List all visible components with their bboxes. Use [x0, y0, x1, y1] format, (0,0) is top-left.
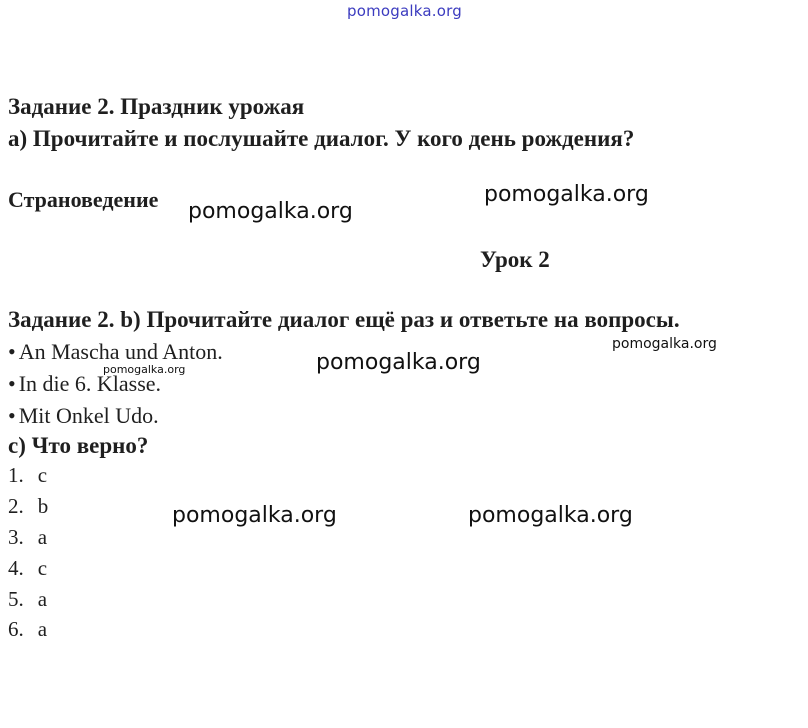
answer-value: a — [37, 587, 48, 611]
answer-value: a — [37, 617, 48, 641]
watermark: pomogalka.org — [468, 503, 633, 528]
answer-row — [8, 494, 48, 519]
answer-row — [8, 525, 47, 550]
watermark: pomogalka.org — [188, 199, 353, 224]
answer-value: a — [37, 525, 48, 549]
bullet-text: Mit Onkel Udo. — [18, 403, 159, 428]
bullet-text: In die 6. Klasse. — [18, 371, 162, 396]
bullet-icon: • — [8, 339, 16, 364]
lesson-label: Урок 2 — [480, 247, 550, 272]
task-title: Задание 2. Праздник урожая — [8, 94, 305, 119]
bullet-text: An Mascha und Anton. — [18, 339, 223, 364]
answer-number: 5. — [8, 587, 24, 611]
top-watermark: pomogalka.org — [347, 2, 462, 20]
task-a-text: а) Прочитайте и послушайте диалог. У кого день рождения? — [8, 126, 635, 151]
answer-row — [8, 587, 47, 612]
answer-number: 2. — [8, 494, 24, 518]
watermark: pomogalka.org — [172, 503, 337, 528]
answer-row — [8, 463, 47, 488]
bullet-item — [8, 403, 159, 429]
answer-number: 6. — [8, 617, 24, 641]
answer-value: c — [37, 556, 48, 580]
answer-number: 1. — [8, 463, 24, 487]
bullet-icon: • — [8, 403, 16, 428]
answer-value: c — [37, 463, 48, 487]
watermark: pomogalka.org — [612, 336, 717, 352]
task-b-text: Задание 2. b) Прочитайте диалог ещё раз и ответьте на вопросы. — [8, 307, 680, 332]
section-label: Страноведение — [8, 187, 159, 212]
bullet-item — [8, 339, 223, 365]
answer-row — [8, 617, 47, 642]
answer-number: 4. — [8, 556, 24, 580]
answer-value: b — [37, 494, 49, 518]
answer-row — [8, 556, 47, 581]
watermark: pomogalka.org — [484, 182, 649, 207]
answer-number: 3. — [8, 525, 24, 549]
watermark: pomogalka.org — [103, 363, 186, 376]
bullet-icon: • — [8, 371, 16, 396]
task-c-text: с) Что верно? — [8, 433, 149, 458]
watermark: pomogalka.org — [316, 350, 481, 375]
